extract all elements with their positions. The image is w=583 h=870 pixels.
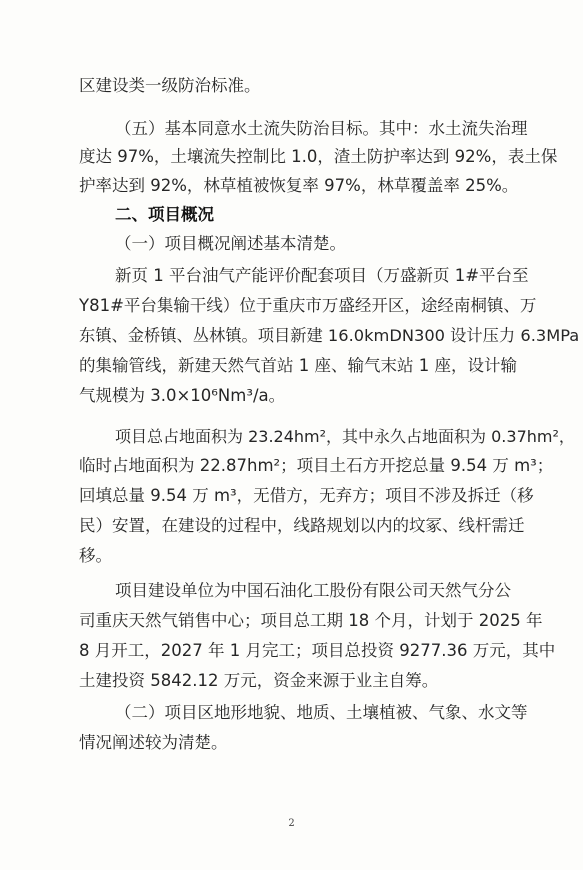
text-line: 护率达到 92%，林草植被恢复率 97%，林草覆盖率 25%。 xyxy=(79,176,519,195)
text-line: 回填总量 9.54 万 m³，无借方，无弃方；项目不涉及拆迁（移 xyxy=(79,486,534,505)
text-line: 项目建设单位为中国石油化工股份有限公司天然气分公 xyxy=(115,581,511,600)
text-line: Y81#平台集输干线）位于重庆市万盛经开区，途经南桐镇、万 xyxy=(79,296,537,315)
text-line: 东镇、金桥镇、丛林镇。项目新建 16.0kmDN300 设计压力 6.3MPa xyxy=(79,326,580,345)
text-line: 气规模为 3.0×10⁶Nm³/a。 xyxy=(79,386,286,405)
text-line: 的集输管线，新建天然气首站 1 座、输气末站 1 座，设计输 xyxy=(79,356,517,375)
section-heading: 二、项目概况 xyxy=(115,205,214,224)
text-line: 度达 97%，土壤流失控制比 1.0，渣土防护率达到 92%，表土保 xyxy=(79,147,558,166)
text-line: （二）项目区地形地貌、地质、土壤植被、气象、水文等 xyxy=(115,703,528,722)
text-line: （一）项目概况阐述基本清楚。 xyxy=(115,234,346,253)
text-line: 移。 xyxy=(79,546,112,565)
text-line: 情况阐述较为清楚。 xyxy=(79,733,228,752)
text-line: 区建设类一级防治标准。 xyxy=(79,76,261,95)
text-line: 临时占地面积为 22.87hm²；项目土石方开挖总量 9.54 万 m³； xyxy=(79,456,554,475)
text-line: 新页 1 平台油气产能评价配套项目（万盛新页 1#平台至 xyxy=(115,266,529,285)
text-line: （五）基本同意水土流失防治目标。其中：水土流失治理 xyxy=(115,119,528,138)
text-line: 司重庆天然气销售中心；项目总工期 18 个月，计划于 2025 年 xyxy=(79,611,543,630)
text-line: 8 月开工，2027 年 1 月完工；项目总投资 9277.36 万元，其中 xyxy=(79,641,556,660)
text-line: 项目总占地面积为 23.24hm²，其中永久占地面积为 0.37hm²， xyxy=(115,427,575,446)
text-line: 土建投资 5842.12 万元，资金来源于业主自筹。 xyxy=(79,671,439,690)
text-line: 民）安置，在建设的过程中，线路规划以内的坟冢、线杆需迁 xyxy=(79,516,525,535)
page-number: 2 xyxy=(288,818,295,829)
